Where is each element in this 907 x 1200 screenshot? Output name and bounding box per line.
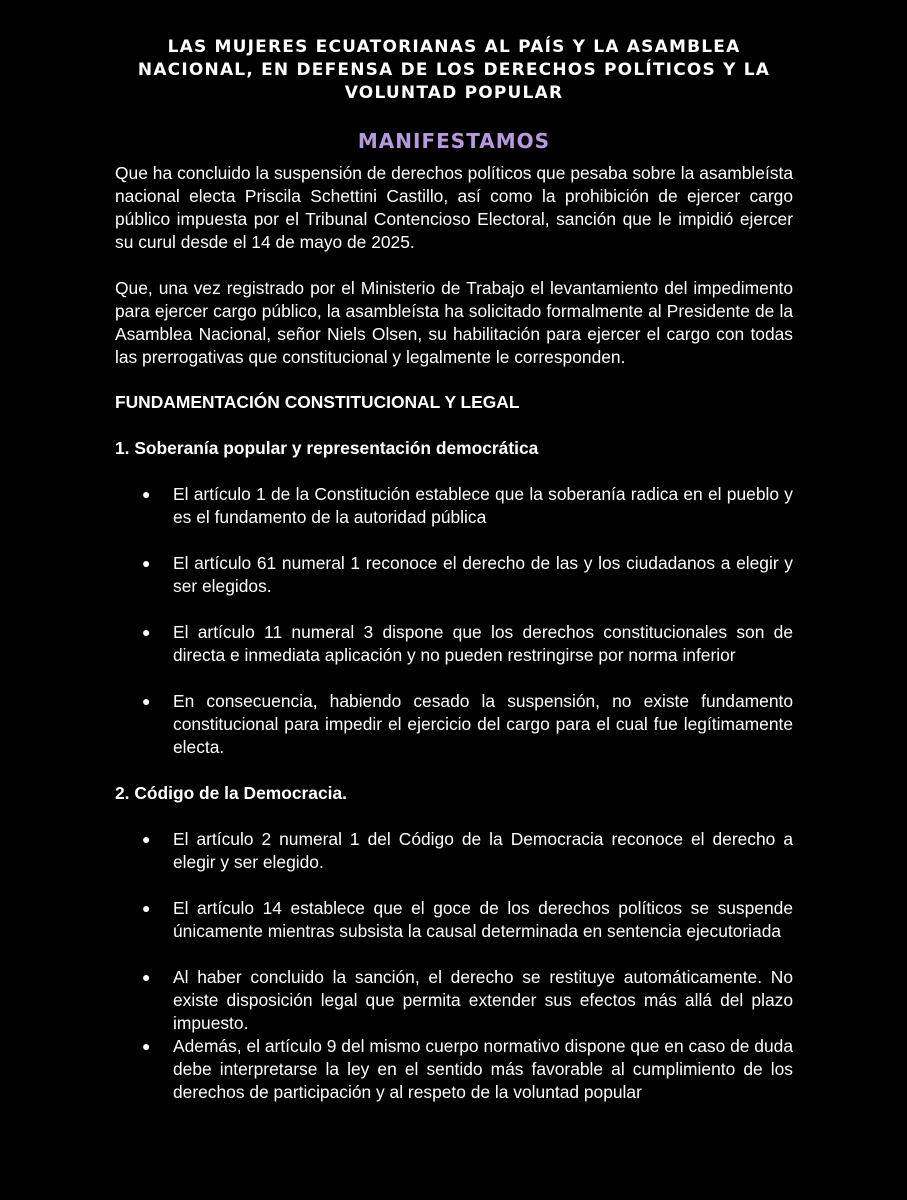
list-item-text: El artículo 2 numeral 1 del Código de la Democracia reconoce el derecho a elegir y ser elegido. (173, 829, 793, 872)
bullet-icon: ● (142, 1038, 151, 1054)
section-2-heading: 2. Código de la Democracia. (115, 783, 347, 803)
manifest-subtitle: MANIFESTAMOS (357, 129, 551, 153)
list-item (142, 1035, 793, 1104)
bullet-icon: ● (142, 900, 151, 916)
list-item-text: El artículo 61 numeral 1 reconoce el derecho de las y los ciudadanos a elegir y ser elegidos. (173, 553, 793, 596)
document-title: LAS MUJERES ECUATORIANAS AL PAÍS Y LA ASAMBLEA NACIONAL, EN DEFENSA DE LOS DERECHOS POLÍTICOS Y LA VOLUNTAD POPULAR (137, 37, 771, 103)
list-item (142, 897, 793, 943)
bullet-icon: ● (142, 831, 151, 847)
list-item-text: Además, el artículo 9 del mismo cuerpo normativo dispone que en caso de duda debe interpretarse la ley en el sentido más favorable al cumplimiento de los derechos de participación y al respeto de la voluntad popular (173, 1036, 793, 1102)
list-item-text: El artículo 1 de la Constitución establece que la soberanía radica en el pueblo y es el fundamento de la autoridad pública (173, 484, 793, 527)
bullet-icon: ● (142, 969, 151, 985)
bullet-icon: ● (142, 486, 151, 502)
document-page (115, 30, 793, 1104)
list-item-text: Al haber concluido la sanción, el derecho se restituye automáticamente. No existe disposición legal que permita extender sus efectos más allá del plazo impuesto. (173, 967, 793, 1033)
bullet-icon: ● (142, 624, 151, 640)
list-item-text: El artículo 11 numeral 3 dispone que los derechos constitucionales son de directa e inmediata aplicación y no pueden restringirse por norma inferior (173, 622, 793, 665)
section-heading-fundamentacion: FUNDAMENTACIÓN CONSTITUCIONAL Y LEGAL (115, 392, 520, 412)
list-item (142, 690, 793, 759)
paragraph-suspension-concluded: Que ha concluido la suspensión de derechos políticos que pesaba sobre la asambleísta nacional electa Priscila Schettini Castillo, así como la prohibición de ejercer cargo público impuesta por el Tribunal Contencioso Electoral, sanción que le impidió ejercer su curul desde el 14 de mayo de 2025. (115, 163, 793, 252)
list-item (142, 483, 793, 529)
list-item (142, 966, 793, 1035)
paragraph-habilitation-request: Que, una vez registrado por el Ministerio de Trabajo el levantamiento del impedimento para ejercer cargo público, la asambleísta ha solicitado formalmente al Presidente de la Asamblea Nacional, señor Niels Olsen, su habilitación para ejercer el cargo con todas las prerrogativas que constitucional y legalmente le corresponden. (115, 278, 793, 367)
section-1-list (115, 483, 793, 759)
bullet-icon: ● (142, 555, 151, 571)
list-item (142, 552, 793, 598)
section-1-heading: 1. Soberanía popular y representación democrática (115, 438, 539, 458)
list-item-text: El artículo 14 establece que el goce de los derechos políticos se suspende únicamente mientras subsista la causal determinada en sentencia ejecutoriada (173, 898, 793, 941)
list-item (142, 828, 793, 874)
list-item (142, 621, 793, 667)
section-2-list (115, 828, 793, 1104)
list-item-text: En consecuencia, habiendo cesado la suspensión, no existe fundamento constitucional para impedir el ejercicio del cargo para el cual fue legítimamente electa. (173, 691, 793, 757)
bullet-icon: ● (142, 693, 151, 709)
